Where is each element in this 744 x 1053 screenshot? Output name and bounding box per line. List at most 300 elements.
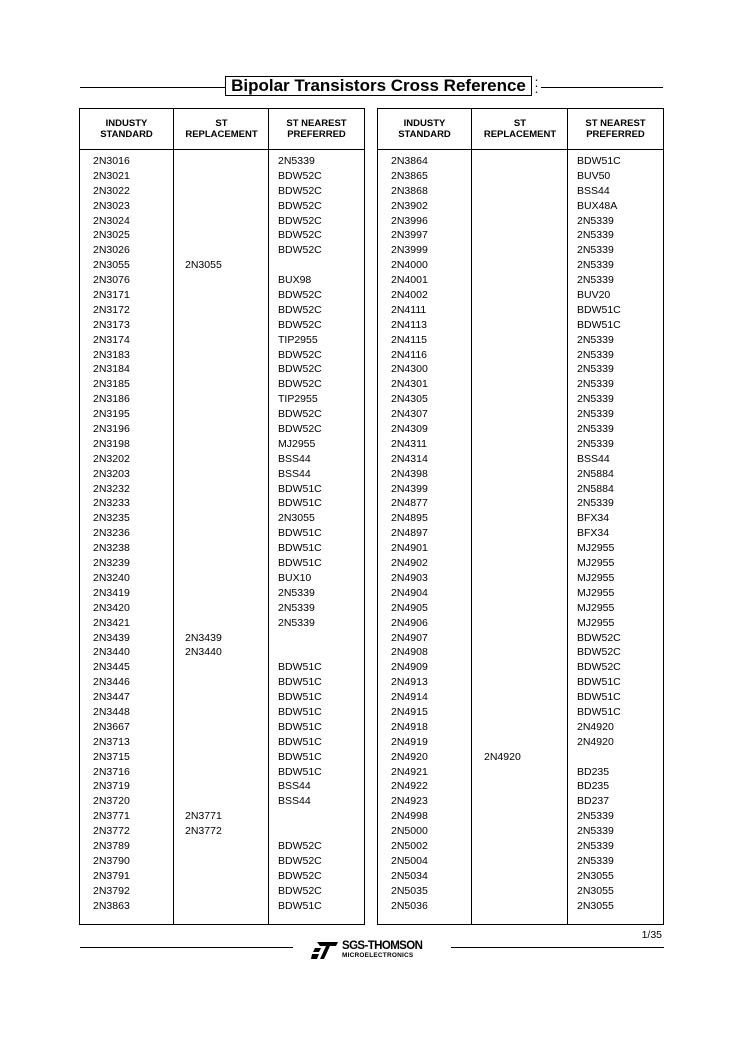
table-cell: 2N4909 — [391, 661, 428, 674]
table-cell: 2N5339 — [278, 155, 315, 167]
table-cell: BDW52C — [278, 214, 322, 227]
table-cell: 2N5339 — [577, 348, 614, 361]
table-cell: 2N4877 — [391, 497, 428, 510]
table-cell: 2N3235 — [93, 512, 130, 525]
table-cell: MJ2955 — [577, 586, 615, 599]
table-cell: 2N3024 — [93, 214, 130, 227]
table-cell: 2N4915 — [391, 705, 428, 718]
table-cell — [484, 169, 521, 184]
header-industry-standard: INDUSTY STANDARD — [378, 109, 471, 150]
table-cell: MJ2955 — [577, 542, 615, 555]
table-cell — [278, 824, 322, 839]
table-cell: 2N3902 — [391, 199, 428, 212]
table-cell — [185, 869, 222, 884]
table-cell — [185, 303, 222, 318]
table-cell — [185, 616, 222, 631]
table-cell — [185, 854, 222, 869]
table-cell — [484, 422, 521, 437]
table-cell: 2N3172 — [93, 303, 130, 316]
table-cell: 2N4111 — [391, 303, 427, 316]
table-cell — [484, 824, 521, 839]
table-cell: 2N5339 — [577, 408, 614, 421]
table-cell: BDW51C — [577, 155, 621, 167]
table-cell: 2N3055 — [185, 259, 222, 272]
column-st-replacement — [471, 109, 568, 924]
table-cell: BDW52C — [278, 884, 322, 897]
table-cell — [484, 482, 521, 497]
table-cell: BUX48A — [577, 199, 618, 212]
table-cell: 2N3772 — [93, 825, 130, 838]
table-cell: BDW51C — [278, 765, 322, 778]
table-cell — [484, 571, 521, 586]
table-cell: 2N4113 — [391, 318, 428, 331]
table-cell — [484, 511, 521, 526]
table-cell: BDW52C — [577, 631, 621, 644]
table-cell: MJ2955 — [577, 571, 615, 584]
table-cell: 2N4901 — [391, 542, 428, 555]
table-cell — [278, 258, 322, 273]
table-cell — [185, 511, 222, 526]
page-title — [225, 76, 532, 96]
table-cell: 2N5339 — [278, 616, 315, 629]
table-cell: BD235 — [577, 780, 610, 793]
table-cell: 2N3236 — [93, 527, 130, 540]
table-cell — [484, 869, 521, 884]
table-cell: 2N3790 — [93, 854, 130, 867]
table-cell: 2N5035 — [391, 884, 428, 897]
header-st-nearest-preferred: ST NEAREST PREFERRED — [568, 109, 663, 150]
table-cell: BDW51C — [278, 720, 322, 733]
table-cell — [484, 392, 521, 407]
table-cell: BDW52C — [278, 244, 322, 257]
table-cell: BDW51C — [278, 661, 322, 674]
table-cell — [484, 765, 521, 780]
table-cell: 2N4908 — [391, 646, 428, 659]
table-cell — [185, 779, 222, 794]
table-cell: 2N4904 — [391, 586, 428, 599]
table-cell: 2N3863 — [93, 899, 130, 912]
table-cell: 2N3021 — [93, 169, 130, 182]
table-cell: 2N4923 — [391, 795, 428, 808]
table-cell — [484, 556, 521, 571]
table-cell — [484, 273, 521, 288]
table-cell — [484, 616, 521, 631]
footer-rule-right — [451, 947, 664, 948]
table-cell: 2N3055 — [577, 899, 614, 912]
table-cell — [484, 348, 521, 363]
table-cell — [484, 899, 521, 914]
table-cell: 2N3713 — [93, 735, 130, 748]
table-cell: 2N3997 — [391, 229, 428, 242]
table-cell: BDW52C — [278, 378, 322, 391]
table-cell: 2N3667 — [93, 720, 130, 733]
table-cell: BDW52C — [278, 869, 322, 882]
table-cell: BUV20 — [577, 289, 611, 302]
table-cell — [484, 794, 521, 809]
table-cell — [185, 794, 222, 809]
table-cell — [577, 750, 621, 765]
table-cell: 2N3421 — [93, 616, 130, 629]
table-cell — [484, 660, 521, 675]
header-st-nearest-preferred: ST NEAREST PREFERRED — [269, 109, 364, 150]
table-cell: 2N5339 — [278, 601, 315, 614]
table-cell: 2N3025 — [93, 229, 130, 242]
table-cell: 2N3440 — [93, 646, 130, 659]
table-cell: 2N4305 — [391, 393, 428, 406]
footer-rule-left — [80, 947, 293, 948]
table-cell: 2N3448 — [93, 705, 130, 718]
table-cell: 2N3771 — [93, 810, 130, 823]
table-cell: 2N5004 — [391, 854, 428, 867]
table-cell — [185, 228, 222, 243]
table-cell: BFX34 — [577, 527, 610, 540]
table-cell: 2N4116 — [391, 348, 428, 361]
table-cell: 2N3420 — [93, 601, 130, 614]
table-cell — [484, 228, 521, 243]
table-cell — [484, 184, 521, 199]
table-cell — [185, 214, 222, 229]
page-title-text: Bipolar Transistors Cross Reference — [231, 76, 526, 95]
logo-subtitle: MICROELECTRONICS — [342, 952, 414, 959]
table-cell: BSS44 — [577, 452, 610, 465]
table-cell: 2N5339 — [577, 497, 614, 510]
table-cell — [484, 333, 521, 348]
table-cell: 2N3771 — [185, 810, 222, 823]
cross-reference-table-right — [377, 108, 664, 925]
table-cell: 2N3195 — [93, 408, 130, 421]
table-cell — [484, 496, 521, 511]
table-cell — [484, 705, 521, 720]
table-cell: 2N3055 — [577, 869, 614, 882]
replacement-list — [484, 154, 521, 913]
table-cell — [185, 467, 222, 482]
table-cell: 2N3076 — [93, 274, 130, 287]
table-cell — [185, 273, 222, 288]
table-cell — [185, 675, 222, 690]
table-cell: 2N4301 — [391, 378, 428, 391]
table-cell: 2N3865 — [391, 169, 428, 182]
table-cell — [185, 422, 222, 437]
table-cell: 2N5034 — [391, 869, 428, 882]
table-cell: 2N3789 — [93, 839, 130, 852]
table-cell: BDW51C — [577, 676, 621, 689]
table-cell: 2N4902 — [391, 557, 428, 570]
column-st-nearest-preferred — [567, 109, 663, 924]
table-cell: 2N4001 — [391, 274, 428, 287]
table-cell — [484, 854, 521, 869]
table-cell — [185, 333, 222, 348]
table-cell — [185, 184, 222, 199]
table-cell: 2N4300 — [391, 363, 428, 376]
table-cell: 2N3196 — [93, 423, 130, 436]
column-industry-standard — [378, 109, 471, 924]
table-cell: 2N3171 — [93, 289, 130, 302]
table-cell: 2N4920 — [484, 750, 521, 763]
table-cell: 2N3203 — [93, 467, 130, 480]
table-cell: 2N3716 — [93, 765, 130, 778]
title-rule-left — [80, 87, 225, 88]
table-cell — [484, 645, 521, 660]
industry-list — [391, 154, 428, 913]
table-cell: 2N5884 — [577, 482, 614, 495]
table-cell: 2N3173 — [93, 318, 130, 331]
table-cell: 2N4906 — [391, 616, 428, 629]
table-cell: 2N5339 — [577, 363, 614, 376]
table-cell — [185, 362, 222, 377]
table-cell — [484, 631, 521, 646]
table-cell: 2N3439 — [185, 631, 222, 644]
table-cell: 2N3864 — [391, 155, 428, 167]
table-cell — [185, 169, 222, 184]
table-cell: BDW51C — [577, 705, 621, 718]
table-cell — [185, 154, 222, 169]
table-cell — [484, 526, 521, 541]
table-cell: 2N3719 — [93, 780, 130, 793]
table-cell: 2N3183 — [93, 348, 130, 361]
table-cell — [185, 660, 222, 675]
table-cell — [185, 884, 222, 899]
table-cell: 2N3440 — [185, 646, 222, 659]
table-cell: BDW52C — [278, 184, 322, 197]
table-cell — [484, 199, 521, 214]
table-cell: BSS44 — [278, 780, 311, 793]
table-cell — [185, 601, 222, 616]
table-cell — [185, 318, 222, 333]
title-rule-right — [541, 87, 663, 88]
table-cell: 2N4897 — [391, 527, 428, 540]
table-cell: 2N4914 — [391, 691, 428, 704]
table-cell: 2N5339 — [577, 378, 614, 391]
table-cell: 2N4903 — [391, 571, 428, 584]
table-cell: BSS44 — [278, 452, 311, 465]
table-cell — [484, 318, 521, 333]
page-number: 1/35 — [641, 929, 662, 941]
table-cell: 2N4920 — [577, 720, 614, 733]
table-cell — [484, 258, 521, 273]
table-cell: BDW52C — [278, 839, 322, 852]
table-cell: 2N3792 — [93, 884, 130, 897]
table-cell: 2N3174 — [93, 333, 130, 346]
table-cell: MJ2955 — [577, 557, 615, 570]
table-cell: 2N3022 — [93, 184, 130, 197]
table-cell: BDW52C — [278, 348, 322, 361]
table-cell: 2N5002 — [391, 839, 428, 852]
table-cell: TIP2955 — [278, 393, 318, 406]
table-cell — [185, 586, 222, 601]
table-cell: BFX34 — [577, 512, 610, 525]
table-cell — [185, 750, 222, 765]
table-cell: 2N5339 — [577, 393, 614, 406]
header-st-replacement: ST REPLACEMENT — [174, 109, 269, 150]
table-cell — [484, 437, 521, 452]
table-cell — [185, 482, 222, 497]
table-cell: 2N5339 — [577, 244, 614, 257]
table-cell: 2N3999 — [391, 244, 428, 257]
table-cell — [484, 303, 521, 318]
table-cell: BDW52C — [278, 199, 322, 212]
table-cell — [185, 452, 222, 467]
table-cell: BDW51C — [278, 542, 322, 555]
table-cell: BDW51C — [278, 482, 322, 495]
table-cell: BUV50 — [577, 169, 611, 182]
table-cell: 2N3772 — [185, 825, 222, 838]
table-cell: TIP2955 — [278, 333, 318, 346]
table-cell: 2N3232 — [93, 482, 130, 495]
table-cell: BDW51C — [278, 705, 322, 718]
st-logo-icon — [311, 940, 339, 960]
table-cell: 2N4002 — [391, 289, 428, 302]
table-cell: BSS44 — [278, 467, 311, 480]
table-cell — [185, 392, 222, 407]
table-cell: BDW51C — [577, 691, 621, 704]
table-cell: 2N5339 — [577, 825, 614, 838]
table-cell: BDW51C — [278, 735, 322, 748]
table-cell — [484, 452, 521, 467]
table-cell: 2N4399 — [391, 482, 428, 495]
table-cell: BUX98 — [278, 274, 312, 287]
table-cell — [185, 765, 222, 780]
table-cell: BDW51C — [577, 318, 621, 331]
cross-reference-table-left — [79, 108, 365, 925]
table-cell — [185, 705, 222, 720]
table-cell — [185, 199, 222, 214]
table-cell: 2N5339 — [577, 854, 614, 867]
table-cell: 2N3184 — [93, 363, 130, 376]
table-cell: 2N4920 — [577, 735, 614, 748]
table-cell — [185, 377, 222, 392]
table-cell: 2N5339 — [577, 423, 614, 436]
table-cell: 2N3446 — [93, 676, 130, 689]
table-cell — [484, 690, 521, 705]
table-cell: 2N4998 — [391, 810, 428, 823]
table-cell: 2N5339 — [577, 839, 614, 852]
table-cell: 2N3445 — [93, 661, 130, 674]
table-cell — [185, 541, 222, 556]
table-cell: 2N3016 — [93, 155, 130, 167]
table-cell: 2N3198 — [93, 437, 130, 450]
table-cell: BD235 — [577, 765, 610, 778]
table-cell: 2N3240 — [93, 571, 130, 584]
table-cell: 2N3439 — [93, 631, 130, 644]
table-cell: 2N4920 — [391, 750, 428, 763]
column-st-nearest-preferred — [268, 109, 364, 924]
sgs-thomson-logo — [311, 940, 435, 962]
table-cell — [484, 720, 521, 735]
logo-name: SGS-THOMSON — [342, 940, 423, 952]
table-cell: BDW51C — [278, 750, 322, 763]
table-cell — [185, 571, 222, 586]
table-cell: 2N5339 — [577, 214, 614, 227]
column-industry-standard — [80, 109, 173, 924]
table-cell: 2N4314 — [391, 452, 428, 465]
table-cell — [185, 526, 222, 541]
table-cell: BDW52C — [577, 646, 621, 659]
table-cell: 2N3185 — [93, 378, 130, 391]
table-cell: 2N5339 — [577, 259, 614, 272]
table-cell — [484, 809, 521, 824]
table-cell — [484, 541, 521, 556]
table-cell — [484, 675, 521, 690]
table-cell — [484, 362, 521, 377]
table-cell: 2N3238 — [93, 542, 130, 555]
table-cell: 2N4309 — [391, 423, 428, 436]
table-cell: 2N4921 — [391, 765, 428, 778]
table-cell: 2N3055 — [577, 884, 614, 897]
table-cell: 2N3791 — [93, 869, 130, 882]
table-cell: 2N5339 — [577, 437, 614, 450]
table-cell: 2N5036 — [391, 899, 428, 912]
table-cell — [484, 467, 521, 482]
column-st-replacement — [173, 109, 269, 924]
table-cell — [484, 154, 521, 169]
table-cell: BDW51C — [278, 899, 322, 912]
table-cell — [484, 407, 521, 422]
table-cell: BDW52C — [278, 363, 322, 376]
table-cell — [484, 735, 521, 750]
table-cell: 2N5339 — [577, 274, 614, 287]
table-cell: MJ2955 — [278, 437, 316, 450]
table-cell: 2N4307 — [391, 408, 428, 421]
table-cell: 2N3026 — [93, 244, 130, 257]
table-cell — [185, 496, 222, 511]
nearest-list — [278, 154, 322, 913]
table-cell — [484, 601, 521, 616]
table-cell: 2N4913 — [391, 676, 428, 689]
table-cell — [185, 839, 222, 854]
table-cell — [484, 377, 521, 392]
table-cell — [185, 735, 222, 750]
table-cell: BDW52C — [278, 318, 322, 331]
table-cell: 2N4000 — [391, 259, 428, 272]
table-cell: 2N3239 — [93, 557, 130, 570]
table-cell: 2N5339 — [577, 333, 614, 346]
table-cell: BDW52C — [278, 303, 322, 316]
table-cell — [484, 214, 521, 229]
table-cell: 2N3186 — [93, 393, 130, 406]
table-cell: 2N4922 — [391, 780, 428, 793]
table-cell: 2N5000 — [391, 825, 428, 838]
table-cell: 2N3023 — [93, 199, 130, 212]
table-cell — [278, 809, 322, 824]
table-cell — [185, 348, 222, 363]
table-cell: BDW52C — [278, 423, 322, 436]
title-dots-decoration: • • • — [535, 78, 538, 96]
table-cell: BDW51C — [278, 497, 322, 510]
table-cell: 2N3055 — [93, 259, 130, 272]
nearest-list — [577, 154, 621, 913]
table-cell — [185, 288, 222, 303]
table-cell: BDW52C — [278, 169, 322, 182]
table-cell — [185, 437, 222, 452]
table-cell: 2N3055 — [278, 512, 315, 525]
table-cell: 2N4115 — [391, 333, 428, 346]
table-cell: 2N3233 — [93, 497, 130, 510]
table-cell — [185, 899, 222, 914]
table-cell: 2N4895 — [391, 512, 428, 525]
table-cell — [185, 407, 222, 422]
table-cell: BSS44 — [278, 795, 311, 808]
table-cell: 2N4918 — [391, 720, 428, 733]
table-cell: 2N5884 — [577, 467, 614, 480]
table-cell: 2N4398 — [391, 467, 428, 480]
table-cell: BDW52C — [278, 854, 322, 867]
table-cell — [185, 690, 222, 705]
table-cell: BDW52C — [577, 661, 621, 674]
table-cell: BSS44 — [577, 184, 610, 197]
table-cell: 2N5339 — [278, 586, 315, 599]
table-cell — [484, 839, 521, 854]
table-cell: BDW52C — [278, 408, 322, 421]
